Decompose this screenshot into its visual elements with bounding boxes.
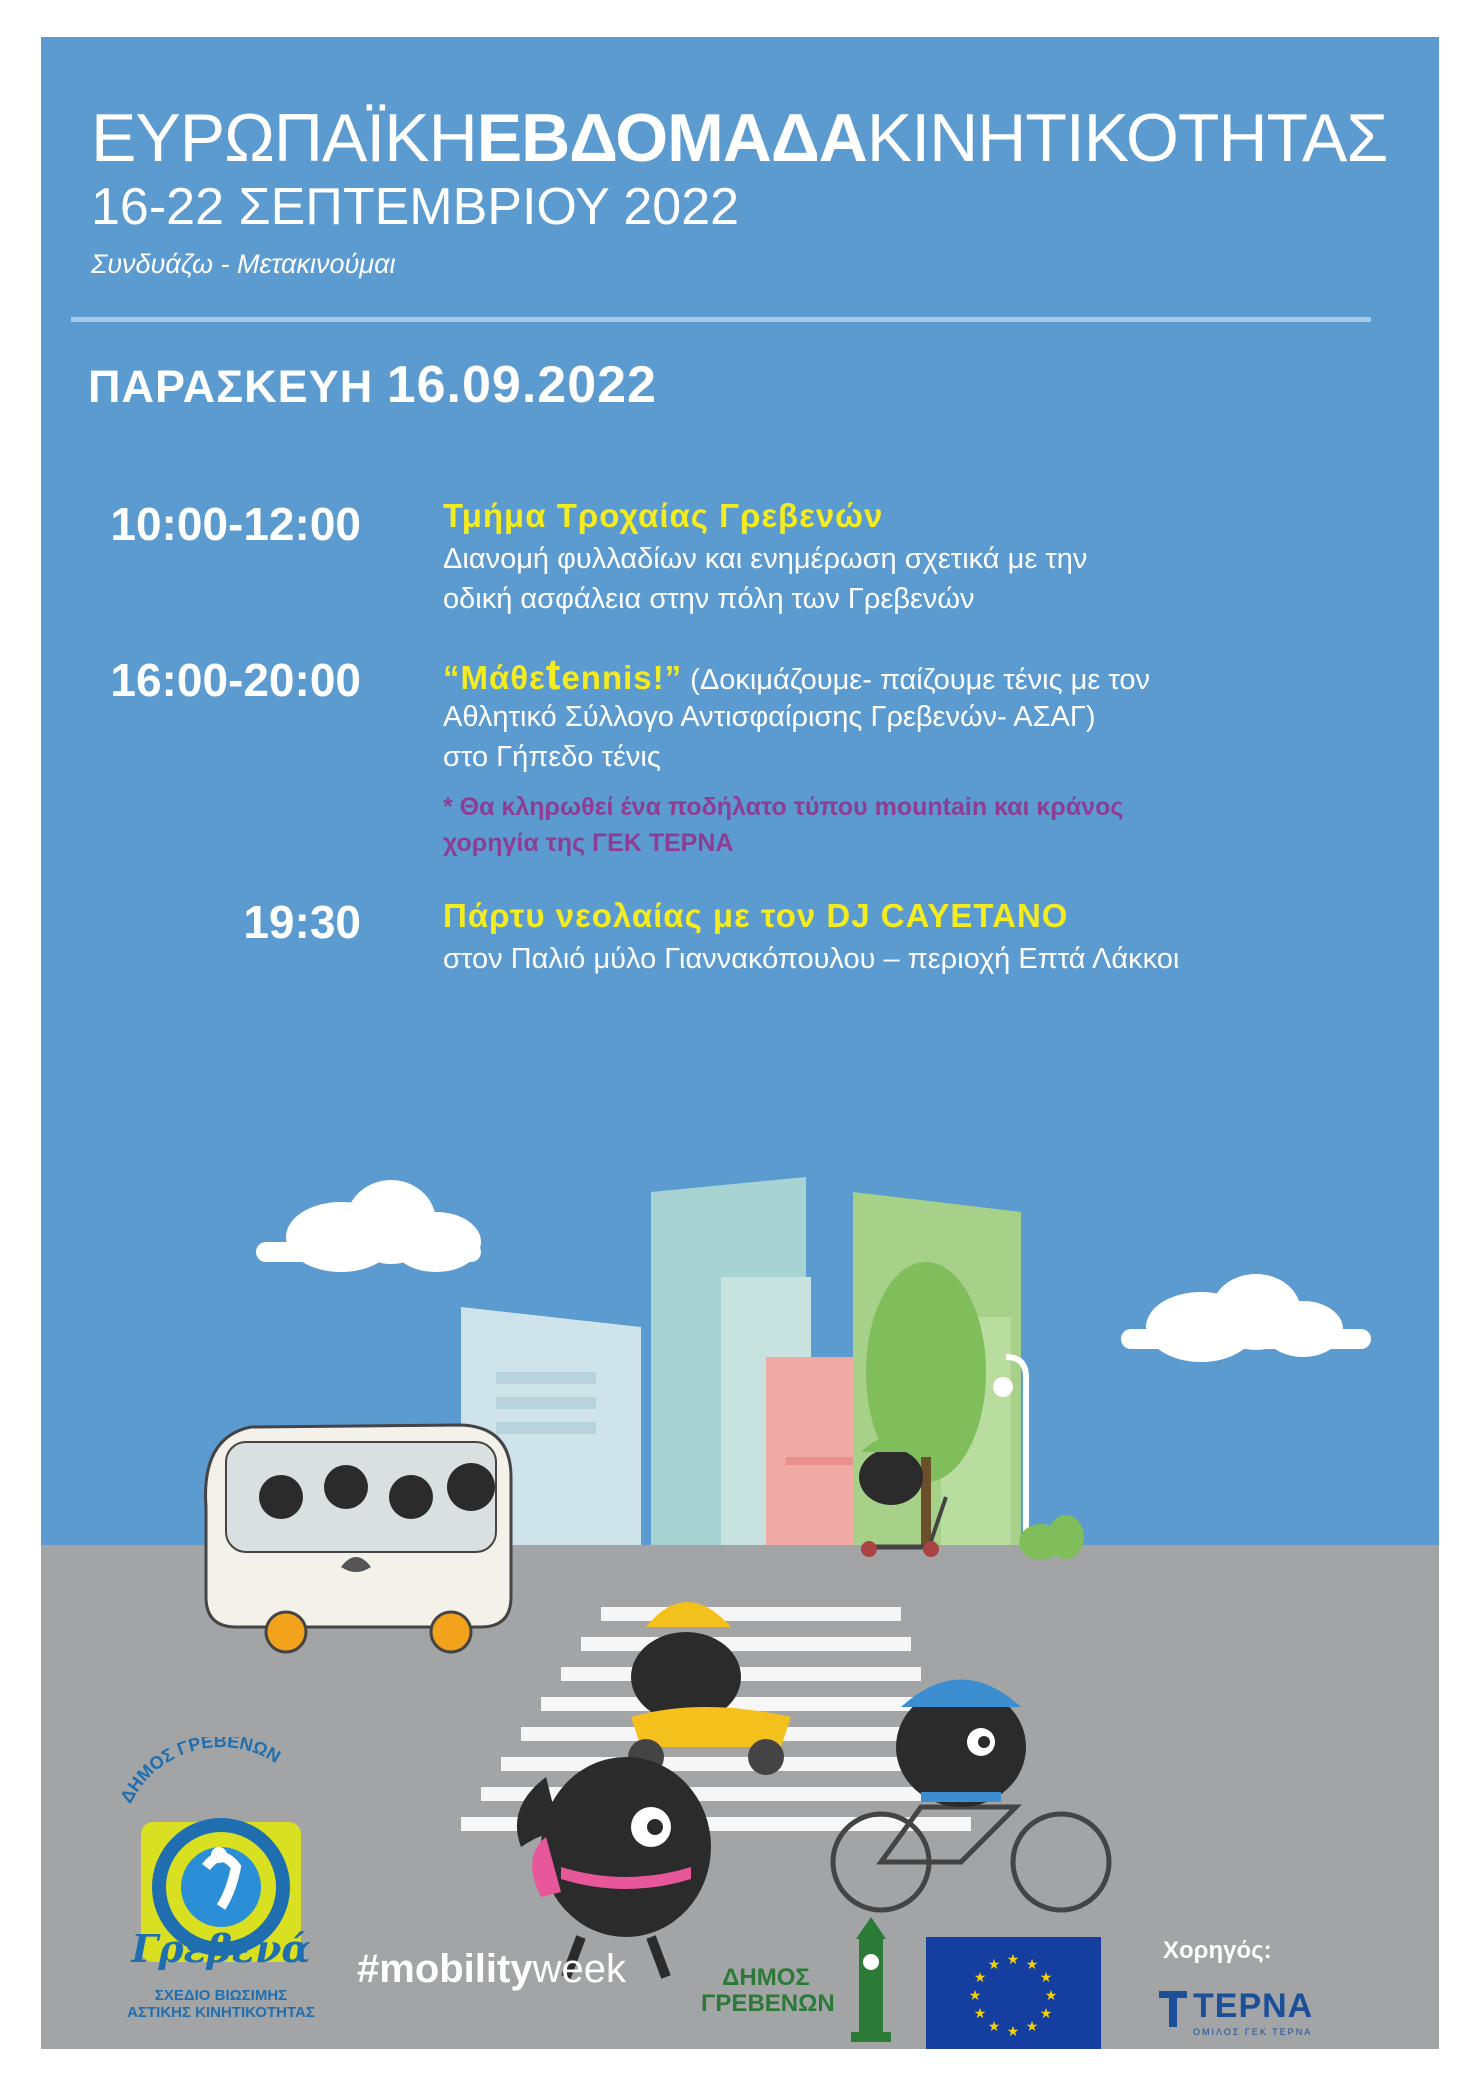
sponsor-name: ΤΕΡΝΑ [1193, 1987, 1314, 2025]
event-dates: 16-22 ΣΕΠΤΕΜΒΡΙΟΥ 2022 [91, 178, 740, 236]
svg-text:★: ★ [1025, 2019, 1039, 2035]
poster [41, 37, 1439, 2049]
day-heading: ΠΑΡΑΣΚΕΥΗ 16.09.2022 [88, 356, 657, 414]
terna-mark-icon [1157, 1989, 1189, 2029]
municipality-name: ΔΗΜΟΣ ΓΡΕΒΕΝΩΝ [701, 1964, 835, 2017]
svg-text:★: ★ [968, 1988, 982, 2004]
event-time: 19:30 [243, 896, 361, 948]
svg-text:★: ★ [973, 1970, 987, 1986]
sump-logo [81, 1737, 361, 2037]
event-description: Διανομή φυλλαδίων και ενημέρωση σχετικά με την οδική ασφάλεια στην πόλη των Γρεβενών [443, 543, 1088, 615]
svg-text:ΔΗΜΟΣ ΓΡΕΒΕΝΩΝ: ΔΗΜΟΣ ΓΡΕΒΕΝΩΝ [116, 1737, 285, 1807]
sponsor-label: Χορηγός: [1163, 1937, 1272, 1964]
bush [1048, 1515, 1084, 1559]
svg-text:★: ★ [1006, 2024, 1020, 2040]
scooter-rider [628, 1602, 791, 1775]
svg-text:★: ★ [1039, 2006, 1053, 2022]
sump-caption: ΣΧΕΔΙΟ ΒΙΩΣΙΜΗΣ ΑΣΤΙΚΗΣ ΚΙΝΗΤΙΚΟΤΗΤΑΣ [127, 1987, 315, 2021]
event-title: Πάρτυ νεολαίας με τον DJ CAYETANO [443, 897, 1069, 934]
svg-text:★: ★ [1039, 1970, 1053, 1986]
cloud-icon [1121, 1274, 1371, 1362]
svg-text:★: ★ [1044, 1988, 1058, 2004]
event-description: στον Παλιό μύλο Γιαννακόπουλου – περιοχή Επτά Λάκκοι [443, 943, 1180, 975]
svg-text:Γρεβενά: Γρεβενά [131, 1926, 311, 1971]
tagline: Συνδυάζω - Μετακινούμαι [91, 249, 396, 279]
eu-stars-icon [926, 1937, 1101, 2049]
svg-text:★: ★ [973, 2006, 987, 2022]
building [496, 1422, 596, 1434]
bus [206, 1425, 511, 1652]
walker [517, 1757, 711, 1977]
building [496, 1397, 596, 1409]
grevena-emblem-icon [81, 1737, 361, 1987]
page-title: ΕΥΡΩΠΑΪΚΗΕΒΔΟΜΑΔΑΚΙΝΗΤΙΚΟΤΗΤΑΣ [91, 100, 1388, 176]
clock-tower-icon [841, 1917, 901, 2047]
sponsor-subtitle: ΟΜΙΛΟΣ ΓΕΚ ΤΕΡΝΑ [1193, 2027, 1313, 2037]
eu-flag [926, 1937, 1101, 2049]
svg-text:★: ★ [1006, 1952, 1020, 1968]
svg-text:★: ★ [987, 1957, 1001, 1973]
event-time: 10:00-12:00 [110, 498, 361, 550]
event-time: 16:00-20:00 [110, 654, 361, 706]
event-note: * Θα κληρωθεί ένα ποδήλατο τύπου mountain και κράνος χορηγία της ΓΕΚ ΤΕΡΝΑ [443, 793, 1124, 857]
event-description: Αθλητικό Σύλλογο Αντισφαίρισης Γρεβενών- ΑΣΑΓ) στο Γήπεδο τένις [443, 701, 1096, 773]
hashtag: #mobilityweek [357, 1947, 626, 1991]
cloud-icon [256, 1180, 481, 1272]
building [786, 1457, 856, 1465]
svg-text:★: ★ [987, 2019, 1001, 2035]
sponsor-logo [1157, 1987, 1357, 2047]
event-title: “Μάθεtennis!” (Δοκιμάζουμε- παίζουμε τένις με τον [443, 650, 1151, 699]
event-title: Τμήμα Τροχαίας Γρεβενών [443, 497, 884, 534]
street-lamp [993, 1377, 1013, 1397]
divider [71, 317, 1371, 322]
tree [921, 1457, 931, 1547]
svg-text:★: ★ [1025, 1957, 1039, 1973]
municipality-logo [701, 1917, 921, 2047]
building [496, 1372, 596, 1384]
